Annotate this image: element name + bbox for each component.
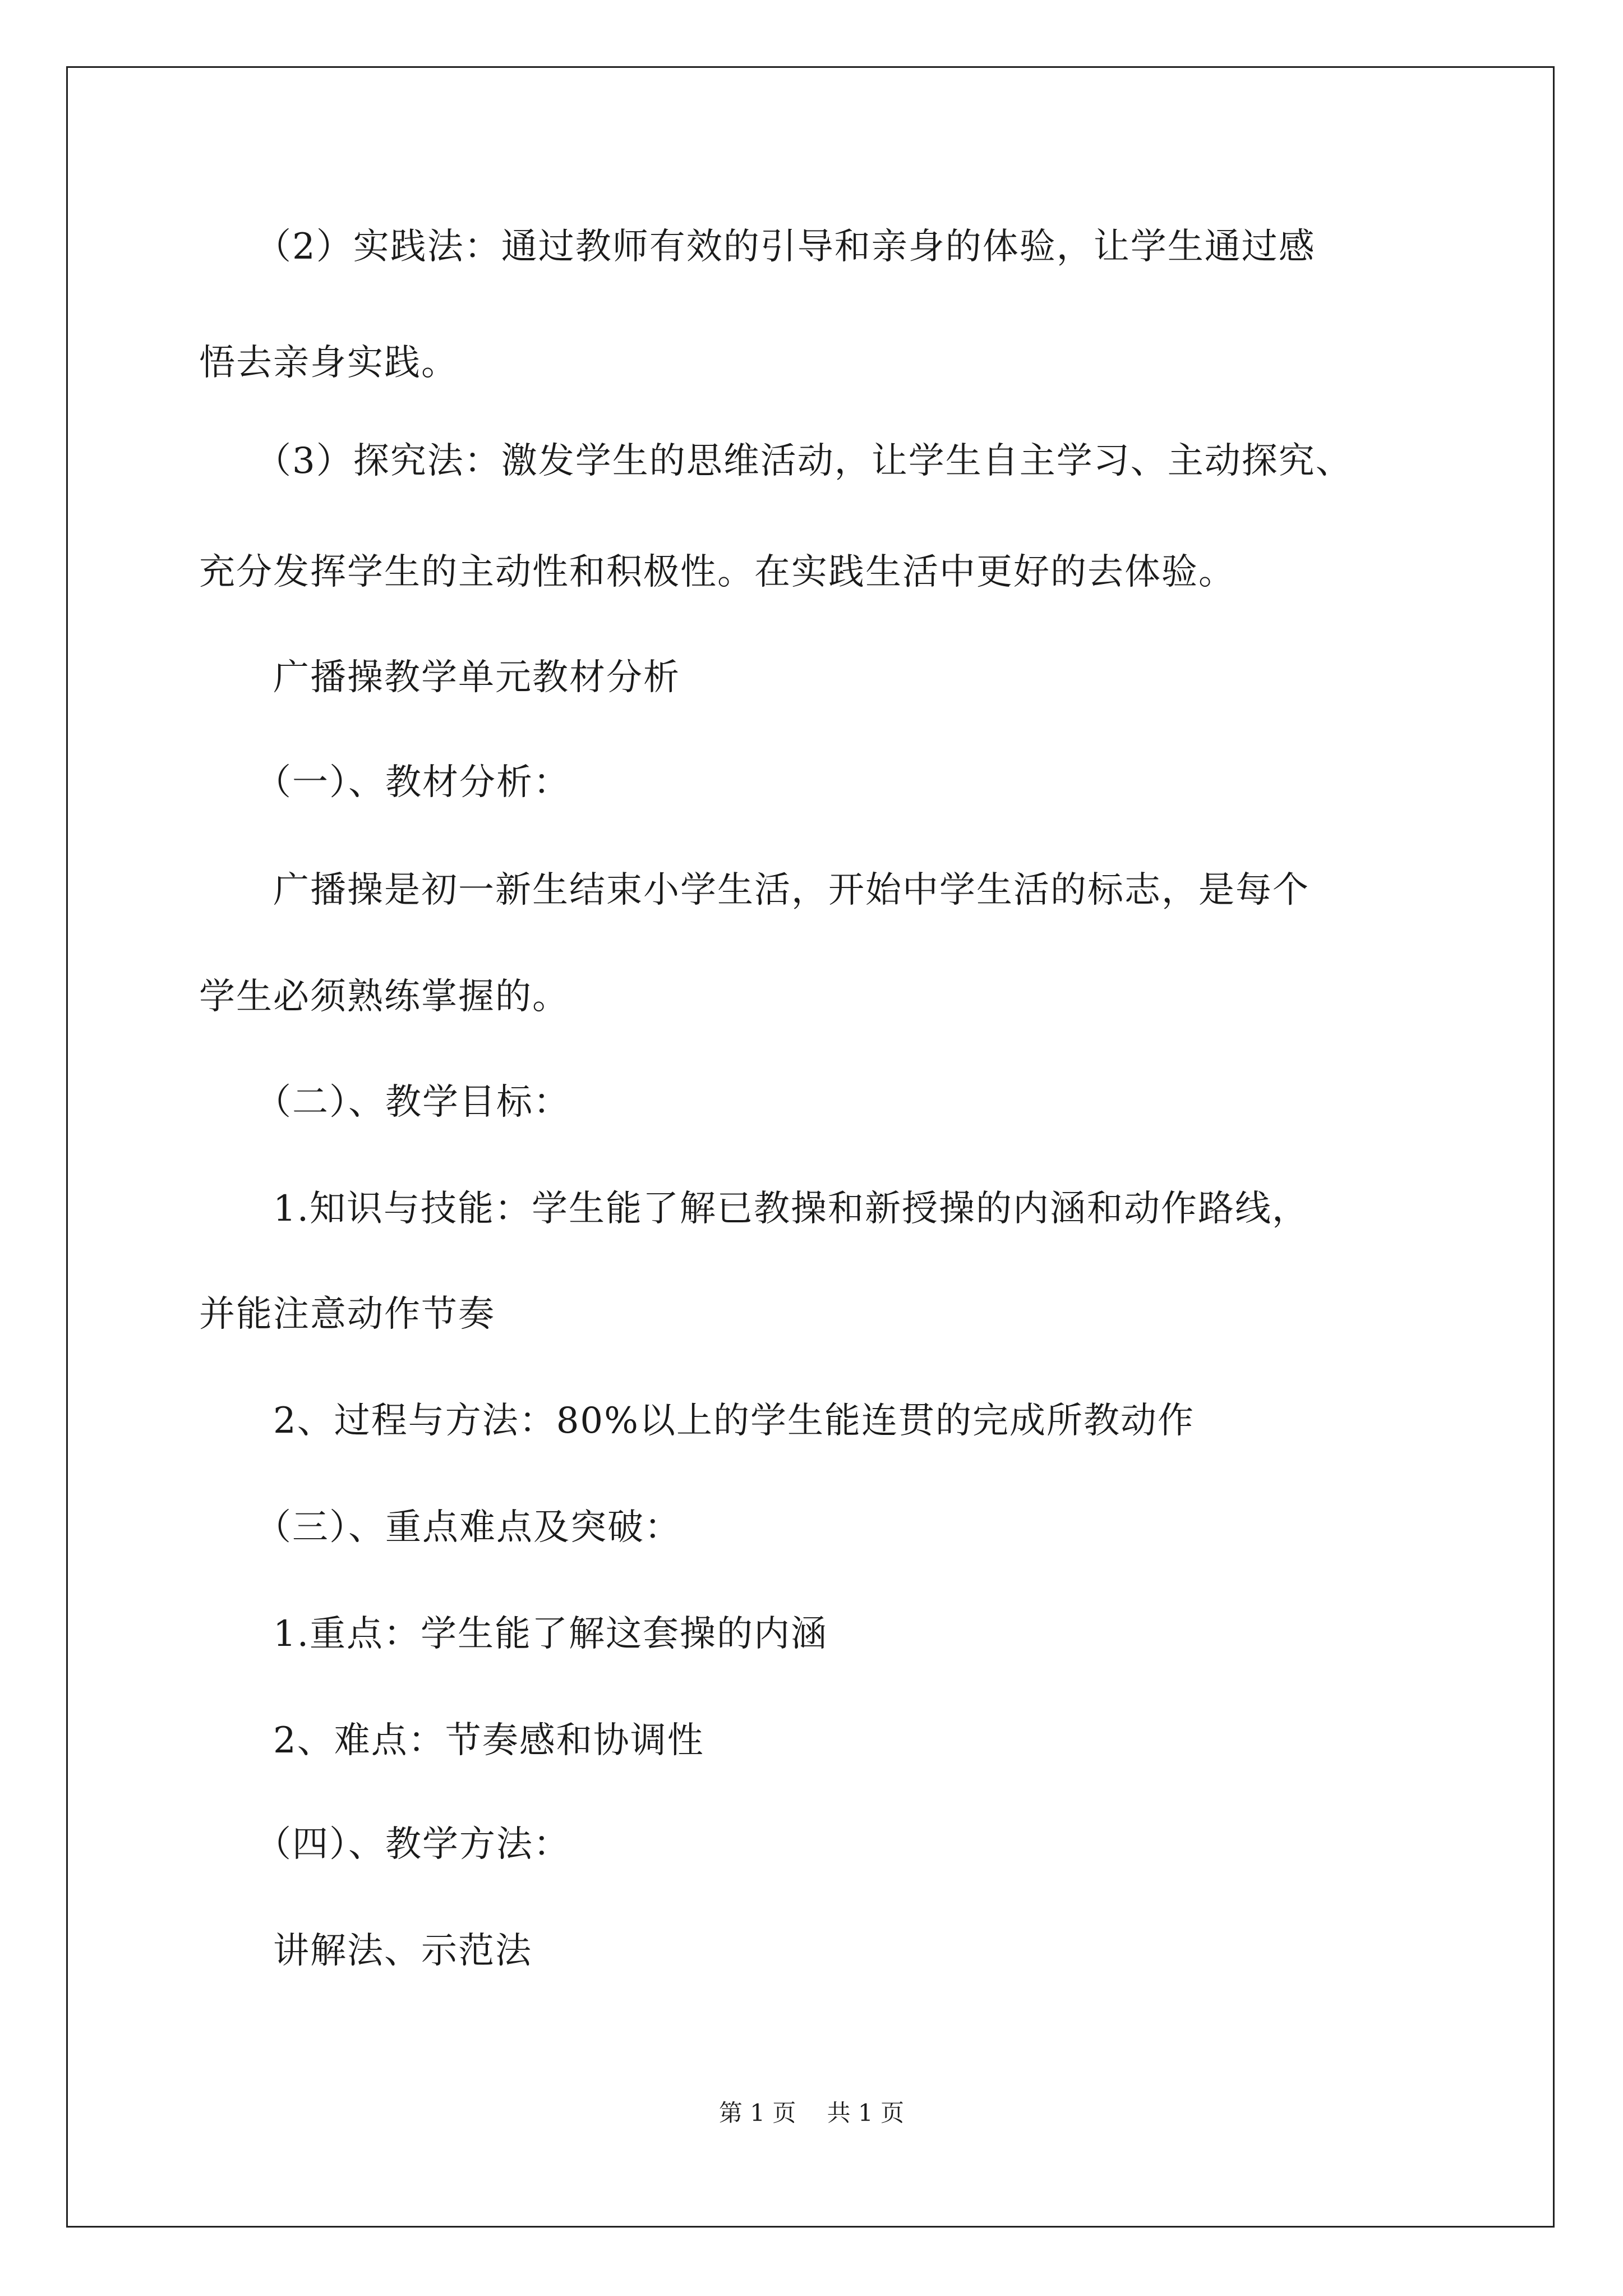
heading-teaching-goals: （二）、教学目标： <box>199 1082 570 1123</box>
text-line: 广播操是初一新生结束小学生活，开始中学生活的标志，是每个 <box>199 869 1310 911</box>
heading-key-points: （三）、重点难点及突破： <box>199 1507 681 1548</box>
text-line: 充分发挥学生的主动性和积极性。在实践生活中更好的去体验。 <box>199 551 1235 593</box>
text-line: （2）实践法：通过教师有效的引导和亲身的体验，让学生通过感 <box>199 226 1316 268</box>
text-line: 2、难点：节奏感和协调性 <box>199 1720 704 1761</box>
text-line: 1.重点：学生能了解这套操的内涵 <box>199 1613 828 1655</box>
text-line: 2、过程与方法：80%以上的学生能连贯的完成所教动作 <box>199 1400 1195 1442</box>
text-line: 讲解法、示范法 <box>199 1930 532 1972</box>
page-footer: 第 1 页 共 1 页 <box>718 2099 905 2127</box>
text-line: （3）探究法：激发学生的思维活动，让学生自主学习、主动探究、 <box>199 440 1353 482</box>
text-line: 1.知识与技能：学生能了解已教操和新授操的内涵和动作路线， <box>199 1188 1310 1230</box>
heading-teaching-methods: （四）、教学方法： <box>199 1824 570 1865</box>
section-title: 广播操教学单元教材分析 <box>199 657 680 698</box>
page-border <box>66 66 1555 2228</box>
text-line: 悟去亲身实践。 <box>199 342 458 384</box>
text-line: 学生必须熟练掌握的。 <box>199 976 569 1018</box>
text-line: 并能注意动作节奏 <box>199 1294 495 1335</box>
heading-materials-analysis: （一）、教材分析： <box>199 762 570 803</box>
